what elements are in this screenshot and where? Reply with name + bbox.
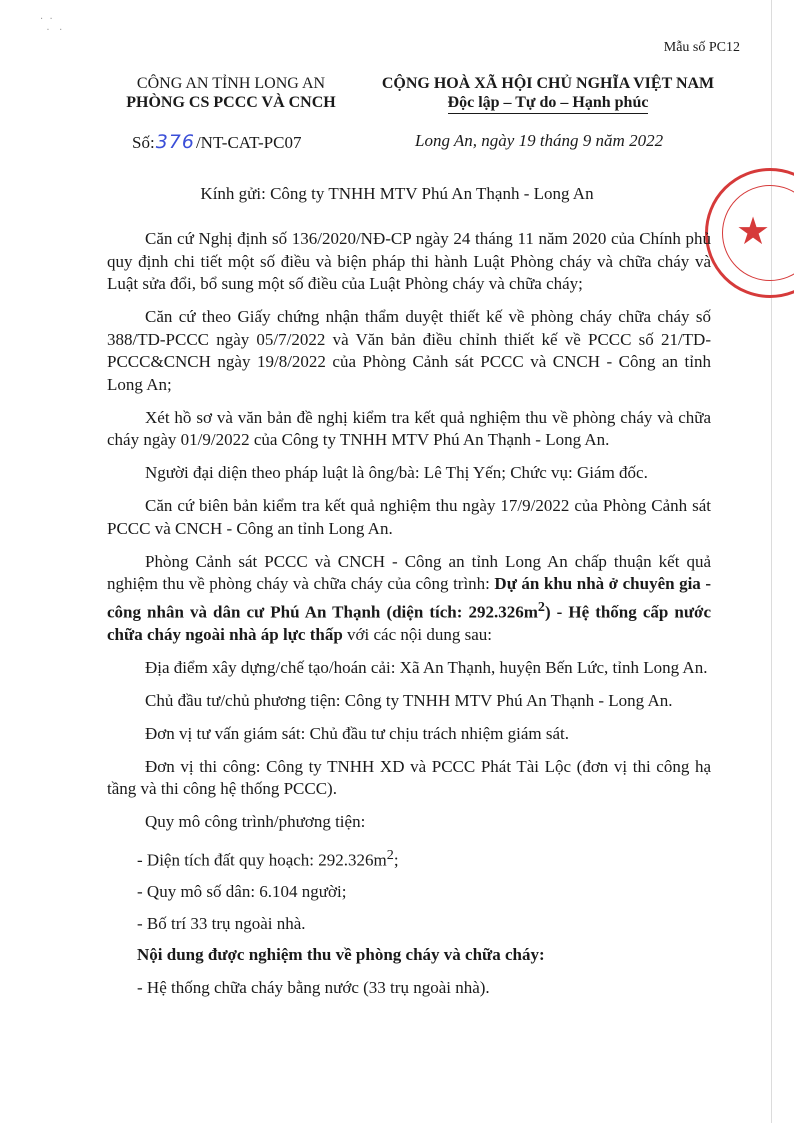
document-body <box>107 228 711 1009</box>
issuing-agency <box>112 74 350 112</box>
list-item-area <box>107 844 711 872</box>
paragraph-inspection: Căn cứ biên bản kiểm tra kết quả nghiệm thu ngày 17/9/2022 của Phòng Cảnh sát PCCC và CNCH - Công an tỉnh Long An. <box>107 496 711 538</box>
national-header <box>358 74 738 114</box>
docno-suffix: /NT-CAT-PC07 <box>195 133 302 152</box>
document-number <box>132 131 301 153</box>
docno-handwritten: 376 <box>155 131 195 153</box>
list-item-area-text: - Diện tích đất quy hoạch: 292.326m <box>137 850 387 870</box>
list-item-population: - Quy mô số dân: 6.104 người; <box>137 882 347 902</box>
approval-intro: Phòng Cảnh sát PCCC và CNCH - Công an tỉnh Long An chấp thuận kết quả nghiệm thu về phòng cháy và chữa cháy của công trình: <box>107 551 711 593</box>
nation-motto: Độc lập – Tự do – Hạnh phúc <box>448 93 649 114</box>
paragraph-legal-basis-2: Căn cứ theo Giấy chứng nhận thẩm duyệt thiết kế về phòng cháy chữa cháy số 388/TD-PCCC ngày 05/7/2022 và Văn bản điều chỉnh thiết kế về PCCC số 21/TD-PCCC&CNCH ngày 19/8/2022 của Phòng Cảnh sát PCCC và CNCH - Công an tỉnh Long An; <box>107 307 711 394</box>
paragraph-scale: Quy mô công trình/phương tiện: <box>145 812 366 832</box>
docno-prefix: Số: <box>132 133 155 152</box>
approval-system-name: ) - Hệ thống cấp nước chữa cháy ngoài nhà áp lực thấp <box>107 602 711 644</box>
seal-star-icon: ★ <box>736 209 771 253</box>
section-heading: Nội dung được nghiệm thu về phòng cháy và chữa cháy: <box>137 945 545 965</box>
form-number: Mẫu số PC12 <box>663 40 740 55</box>
paragraph-review: Xét hồ sơ và văn bản đề nghị kiểm tra kết quả nghiệm thu về phòng cháy và chữa cháy ngày 01/9/2022 của Công ty TNHH MTV Phú An Thạnh - Long An. <box>107 407 711 449</box>
list-item-hydrants: - Bố trí 33 trụ ngoài nhà. <box>137 913 306 933</box>
approval-project-name: Dự án khu nhà ở chuyên gia - công nhân và dân cư Phú An Thạnh (diện tích: 292.326m <box>107 574 711 622</box>
paragraph-contractor: Đơn vị thi công: Công ty TNHH XD và PCCC Phát Tài Lộc (đơn vị thi công hạ tầng và thi công hệ thống PCCC). <box>107 756 711 799</box>
list-item-area-end: ; <box>393 850 399 870</box>
dateline: Long An, ngày 19 tháng 9 năm 2022 <box>415 131 664 150</box>
agency-line-1: CÔNG AN TỈNH LONG AN <box>136 75 326 92</box>
paragraph-legal-basis-1: Căn cứ Nghị định số 136/2020/NĐ-CP ngày 24 tháng 11 năm 2020 của Chính phủ quy định chi tiết một số điều và biện pháp thi hành Luật Phòng cháy và chữa cháy và Luật sửa đổi, bổ sung một số điều của Luật Phòng cháy và chữa cháy; <box>107 229 711 293</box>
paragraph-investor: Chủ đầu tư/chủ phương tiện: Công ty TNHH MTV Phú An Thạnh - Long An. <box>145 690 673 710</box>
scan-specks: · · · · <box>40 14 63 36</box>
paragraph-approval <box>107 551 711 647</box>
approval-tail: với các nội dung sau: <box>342 624 493 644</box>
paragraph-location: Địa điểm xây dựng/chế tạo/hoán cải: Xã An Thạnh, huyện Bến Lức, tỉnh Long An. <box>145 657 708 677</box>
list-item-area-sup: 2 <box>386 847 394 864</box>
agency-line-2: PHÒNG CS PCCC VÀ CNCH <box>126 94 336 111</box>
paragraph-representative: Người đại diện theo pháp luật là ông/bà: Lê Thị Yến; Chức vụ: Giám đốc. <box>145 463 648 482</box>
approval-superscript: 2 <box>537 598 545 615</box>
paragraph-supervisor: Đơn vị tư vấn giám sát: Chủ đầu tư chịu trách nhiệm giám sát. <box>145 723 570 743</box>
recipient: Kính gửi: Công ty TNHH MTV Phú An Thạnh - Long An <box>200 184 594 203</box>
list-item-water-system: - Hệ thống chữa cháy bằng nước (33 trụ ngoài nhà). <box>137 978 490 998</box>
nation-title: CỘNG HOÀ XÃ HỘI CHỦ NGHĨA VIỆT NAM <box>381 75 715 92</box>
